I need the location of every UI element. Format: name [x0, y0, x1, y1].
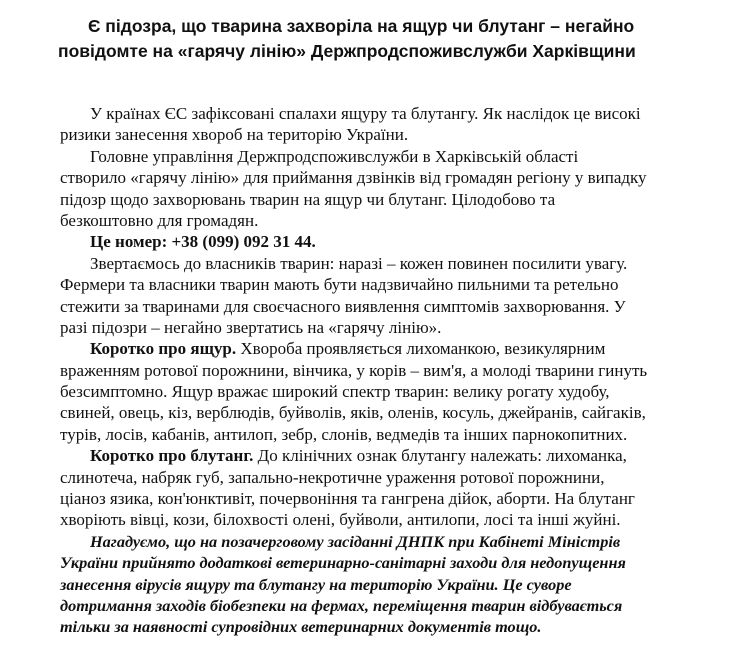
document-heading: [58, 14, 718, 64]
paragraph-line: дотримання заходів біобезпеки на фермах, переміщення тварин відбувається: [60, 595, 623, 615]
paragraph-line: слинотеча, набряк губ, запально-некротичне ураження ротової порожнини,: [60, 467, 605, 487]
paragraph-fmd: [60, 338, 728, 445]
paragraph-line: створило «гарячу лінію» для приймання дзвінків від громадян регіону у випадку: [60, 168, 647, 188]
paragraph-line: разі підозри – негайно звертатись на «гарячу лінію».: [60, 317, 442, 337]
paragraph-line: ризики занесення хвороб на територію України.: [60, 125, 409, 145]
bluetongue-lead-rest: До клінічних ознак блутангу належать: лихоманка,: [253, 446, 627, 466]
fmd-lead-rest: Хвороба проявляється лихоманкою, везикулярним: [236, 339, 606, 359]
paragraph-reminder: [60, 531, 728, 638]
paragraph-hotline: [60, 146, 728, 232]
paragraph-line: У країнах ЄС зафіксовані спалахи ящуру та блутангу. Як наслідок це високі: [90, 104, 641, 123]
paragraph-line: Нагадуємо, що на позачерговому засіданні ДНПК при Кабінеті Міністрів: [90, 531, 621, 551]
phone-number-line: [60, 231, 728, 252]
paragraph-line: занесення вірусів ящуру та блутангу на територію України. Це суворе: [60, 574, 572, 594]
paragraph-line: безсимптомно. Ящур вражає широкий спектр тварин: велику рогату худобу,: [60, 382, 610, 402]
paragraph-line: враженням ротової порожнини, вінчика, у корів – вим'я, а молоді тварини гинуть: [60, 360, 648, 380]
paragraph-bluetongue: [60, 445, 728, 531]
paragraph-line: Звертаємось до власників тварин: наразі – кожен повинен посилити увагу.: [90, 253, 628, 273]
paragraph-line: тільки за наявності супровідних ветеринарних документів тощо.: [60, 617, 542, 637]
paragraph-line: [60, 338, 728, 359]
paragraph-line: підозр щодо захворювань тварин на ящур чи блутанг. Цілодобово та: [60, 189, 556, 209]
paragraph-line: України прийнято додаткові ветеринарно-санітарні заходи для недопущення: [60, 553, 626, 573]
paragraph-line: [60, 445, 728, 466]
paragraph-appeal: [60, 253, 728, 339]
paragraph-line: стежити за тваринами для своєчасного виявлення симптомів захворювання. У: [60, 296, 626, 316]
heading-line-2: повідомте на «гарячу лінію» Держпродспоживслужби Харківщини: [58, 41, 636, 61]
paragraph-line: свиней, овець, кіз, верблюдів, буйволів, яків, оленів, косуль, джейранів, сайгаків,: [60, 403, 646, 423]
paragraph-line: ціаноз язика, кон'юнктивіт, почервоніння та гангрена дійок, аборти. На блутанг: [60, 489, 635, 509]
bluetongue-lead: Коротко про блутанг.: [90, 446, 254, 466]
paragraph-line: турів, лосів, кабанів, антилоп, зебр, слонів, ведмедів та інших парнокопитних.: [60, 424, 628, 444]
paragraph-line: хворіють вівці, кози, білохвості олені, буйволи, антилопи, лосі та інші жуйні.: [60, 510, 621, 530]
heading-line-1: Є підозра, що тварина захворіла на ящур чи блутанг – негайно: [88, 16, 635, 36]
document-body: [60, 103, 728, 638]
paragraph-outbreaks: [60, 103, 728, 146]
paragraph-line: Фермери та власники тварин мають бути надзвичайно пильними та ретельно: [60, 275, 619, 295]
paragraph-line: Головне управління Держпродспоживслужби в Харківській області: [90, 146, 579, 166]
fmd-lead: Коротко про ящур.: [90, 339, 237, 359]
paragraph-line: безкоштовно для громадян.: [60, 210, 259, 230]
phone-number: Це номер: +38 (099) 092 31 44.: [90, 232, 316, 252]
